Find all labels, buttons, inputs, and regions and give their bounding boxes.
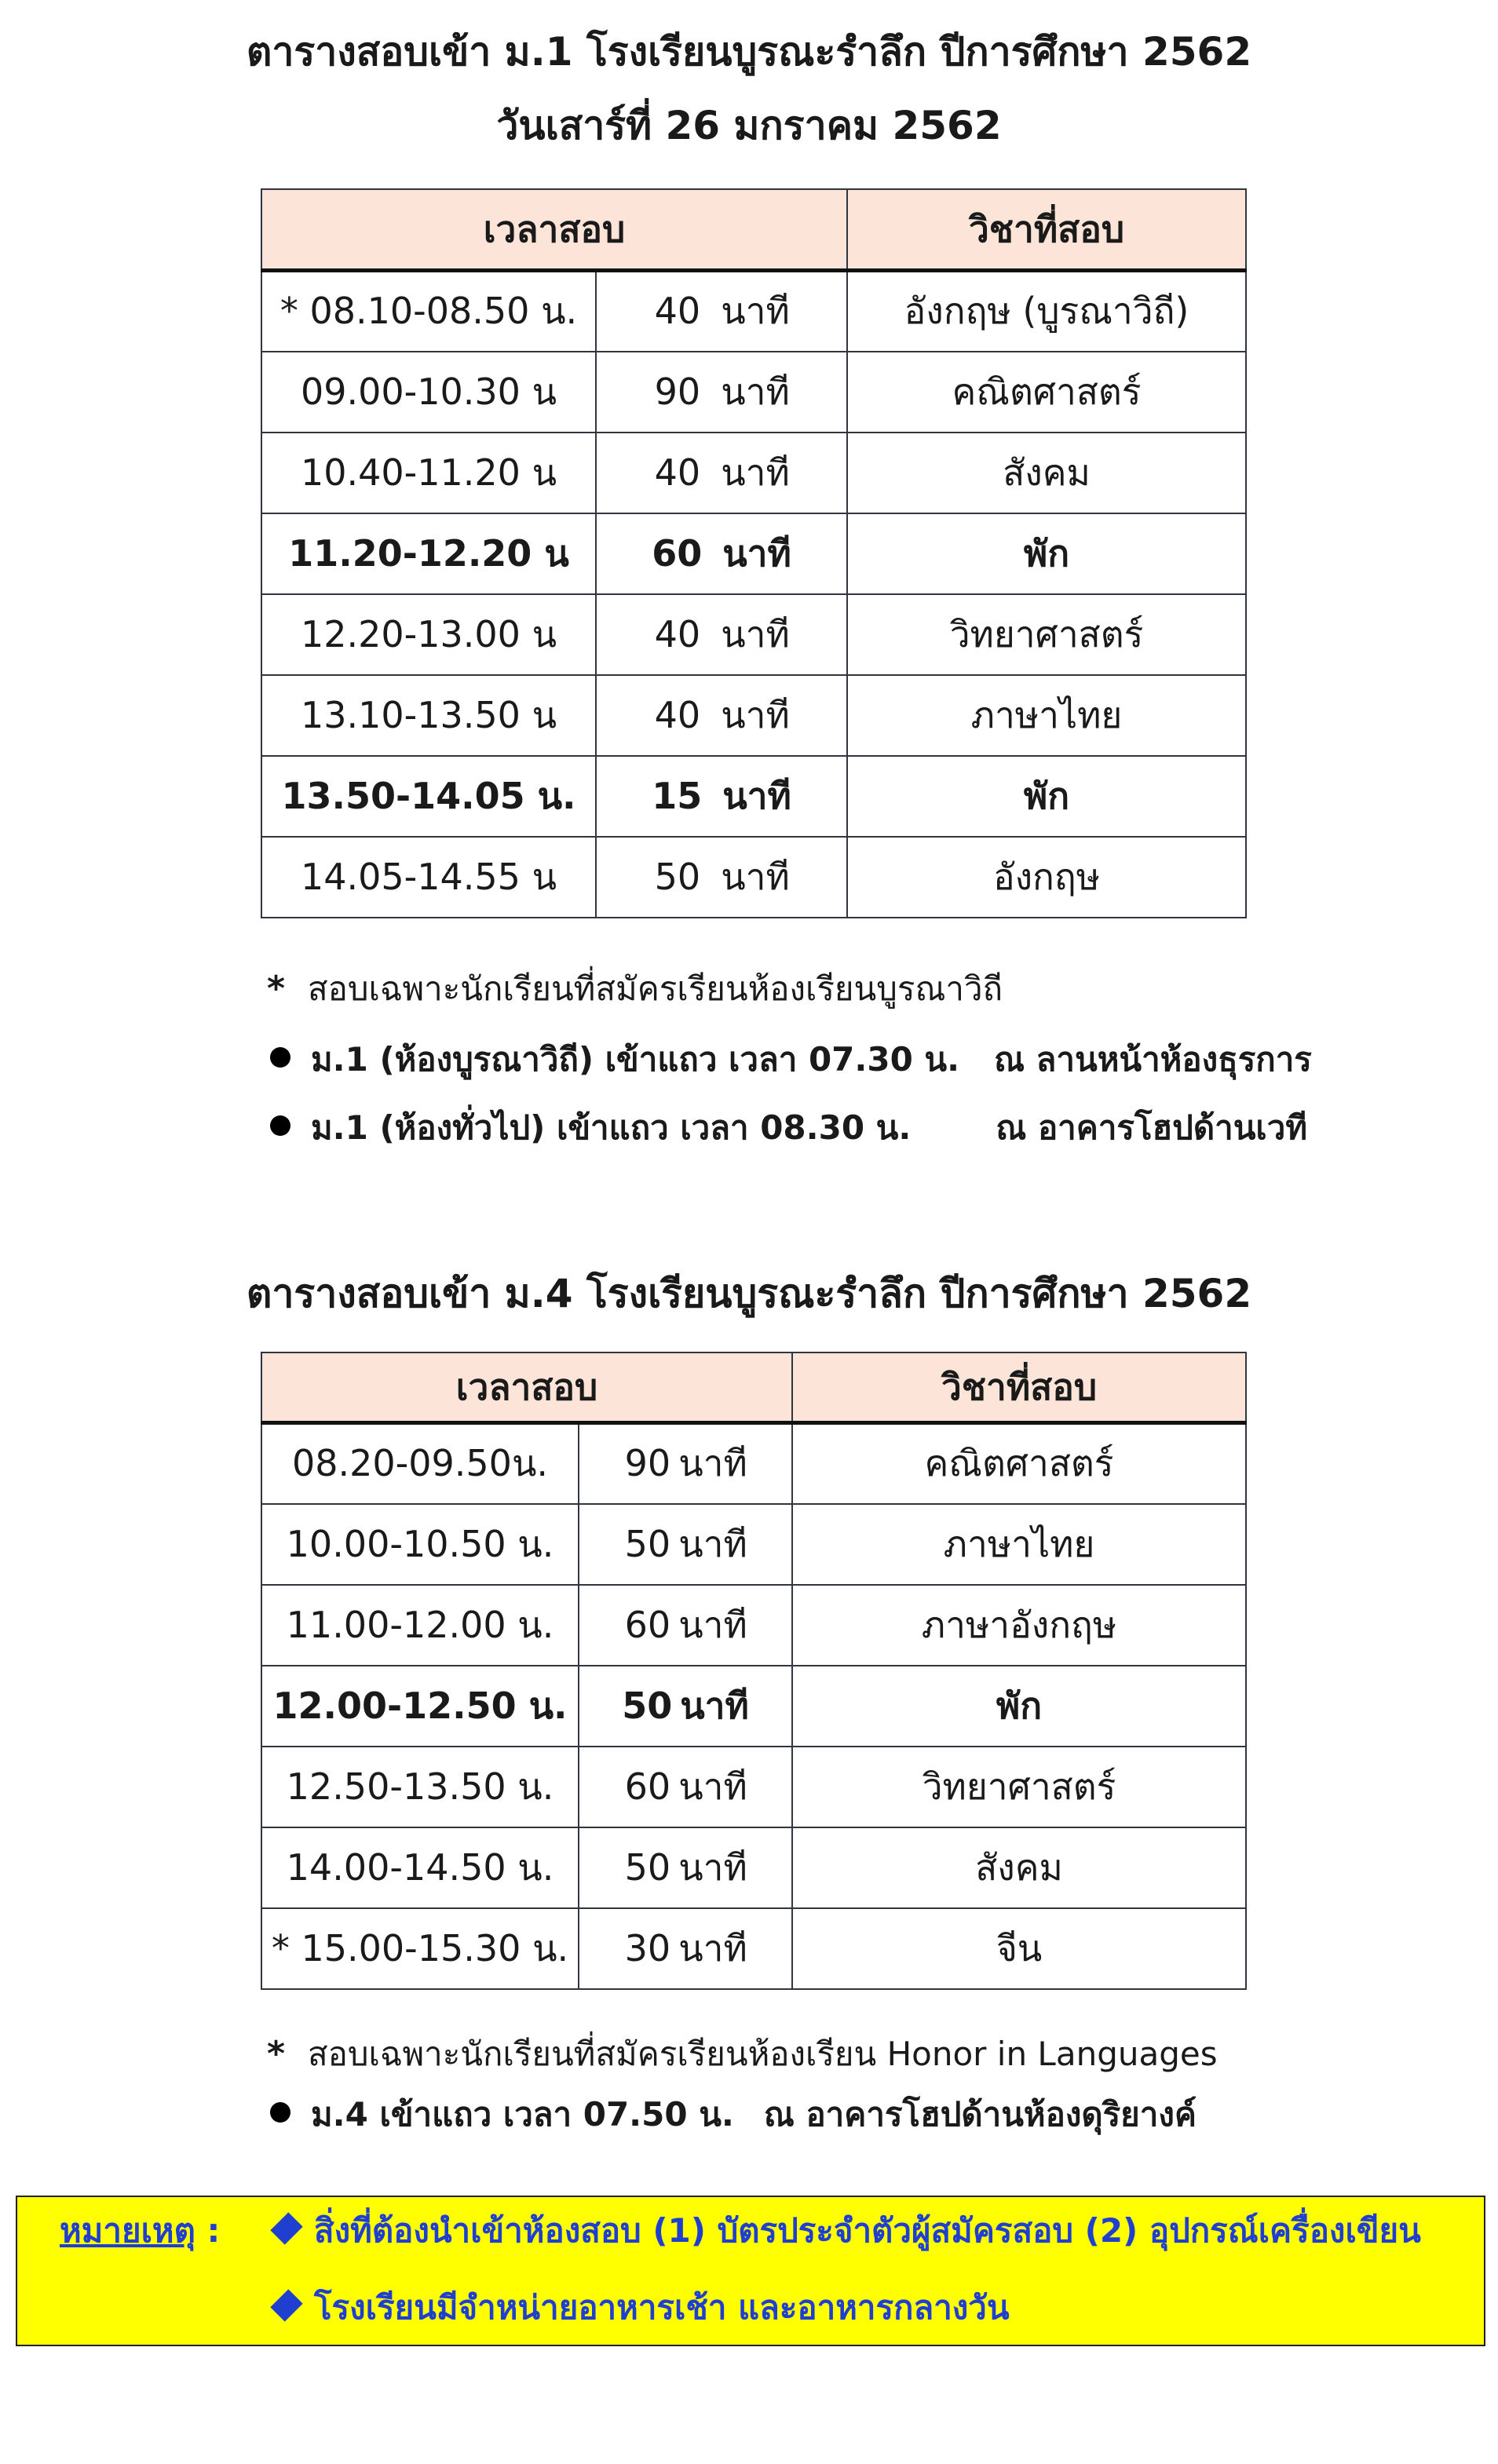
exam-time: 10.40-11.20 น xyxy=(261,433,596,513)
exam-subject: อังกฤษ xyxy=(847,837,1246,918)
duration-minutes: 90 xyxy=(654,370,701,413)
exam-time: * 08.10-08.50 น. xyxy=(261,271,596,352)
duration-unit: นาที xyxy=(678,1442,747,1485)
schedule-row xyxy=(261,1908,1246,1989)
asterisk-icon: * xyxy=(267,2034,286,2074)
remark-item-2-text: โรงเรียนมีจำหน่ายอาหารเช้า และอาหารกลางวัน xyxy=(314,2288,1010,2327)
m1-header-time: เวลาสอบ xyxy=(261,189,847,271)
duration-unit: นาที xyxy=(721,855,790,898)
exam-subject: ภาษาอังกฤษ xyxy=(792,1585,1246,1666)
exam-subject: พัก xyxy=(847,756,1246,837)
m4-header-subject: วิชาที่สอบ xyxy=(792,1352,1246,1423)
duration-minutes: 15 xyxy=(652,774,703,817)
bullet-icon xyxy=(270,1115,290,1136)
exam-subject: คณิตศาสตร์ xyxy=(792,1423,1246,1504)
duration-minutes: 50 xyxy=(654,855,701,898)
exam-duration xyxy=(596,513,847,594)
remark-item-2 xyxy=(269,2287,1010,2329)
duration-unit: นาที xyxy=(678,1845,747,1889)
m4-schedule-table xyxy=(261,1352,1247,1990)
exam-time: 10.00-10.50 น. xyxy=(261,1504,579,1585)
exam-duration xyxy=(596,433,847,513)
m1-bullet-general xyxy=(270,1107,1307,1149)
schedule-row xyxy=(261,1585,1246,1666)
exam-duration xyxy=(579,1504,792,1585)
duration-minutes: 40 xyxy=(654,612,701,655)
m1-header-subject: วิชาที่สอบ xyxy=(847,189,1246,271)
duration-unit: นาที xyxy=(721,612,790,655)
exam-subject: จีน xyxy=(792,1908,1246,1989)
duration-minutes: 40 xyxy=(654,451,701,494)
remark-colon: : xyxy=(206,2211,221,2250)
asterisk-icon: * xyxy=(267,969,286,1009)
remark-item-1 xyxy=(269,2210,1421,2252)
remark-label-text: หมายเหตุ xyxy=(60,2211,195,2250)
schedule-row xyxy=(261,675,1246,756)
exam-time: 11.20-12.20 น xyxy=(261,513,596,594)
exam-time: 09.00-10.30 น xyxy=(261,352,596,433)
schedule-row xyxy=(261,1423,1246,1504)
exam-subject: ภาษาไทย xyxy=(792,1504,1246,1585)
exam-subject: สังคม xyxy=(792,1827,1246,1908)
exam-duration xyxy=(596,675,847,756)
duration-unit: นาที xyxy=(721,693,790,736)
exam-duration xyxy=(579,1423,792,1504)
exam-subject: วิทยาศาสตร์ xyxy=(792,1747,1246,1827)
m1-title-line1: ตารางสอบเข้า ม.1 โรงเรียนบูรณะรำลึก ปีการศึกษา 2562 xyxy=(246,29,1252,75)
schedule-row xyxy=(261,1827,1246,1908)
duration-unit: นาที xyxy=(678,1765,747,1808)
duration-minutes: 30 xyxy=(624,1926,671,1969)
exam-duration xyxy=(596,271,847,352)
m4-bullet-assembly xyxy=(270,2093,1197,2136)
m1-footnote-text: สอบเฉพาะนักเรียนที่สมัครเรียนห้องเรียนบูรณาวิถี xyxy=(308,969,1003,1008)
m1-schedule-table xyxy=(261,188,1247,918)
duration-minutes: 40 xyxy=(654,290,701,333)
m4-header-time: เวลาสอบ xyxy=(261,1352,792,1423)
schedule-row xyxy=(261,756,1246,837)
duration-minutes: 60 xyxy=(624,1765,671,1808)
duration-minutes: 60 xyxy=(624,1603,671,1646)
m1-footnote xyxy=(267,968,1003,1010)
exam-time: 11.00-12.00 น. xyxy=(261,1585,579,1666)
duration-unit: นาที xyxy=(678,1603,747,1646)
exam-subject: วิทยาศาสตร์ xyxy=(847,594,1246,675)
schedule-row xyxy=(261,1666,1246,1747)
exam-time: * 15.00-15.30 น. xyxy=(261,1908,579,1989)
exam-subject: คณิตศาสตร์ xyxy=(847,352,1246,433)
m4-footnote xyxy=(267,2033,1218,2075)
duration-unit: นาที xyxy=(678,1522,747,1565)
exam-subject: พัก xyxy=(847,513,1246,594)
duration-unit: นาที xyxy=(721,370,790,413)
duration-unit: นาที xyxy=(721,290,790,333)
exam-time: 12.20-13.00 น xyxy=(261,594,596,675)
exam-subject: อังกฤษ (บูรณาวิถี) xyxy=(847,271,1246,352)
schedule-row xyxy=(261,837,1246,918)
exam-time: 08.20-09.50น. xyxy=(261,1423,579,1504)
schedule-row xyxy=(261,433,1246,513)
exam-duration xyxy=(579,1908,792,1989)
schedule-row xyxy=(261,594,1246,675)
m4-bullet-assembly-time: ม.4 เข้าแถว เวลา 07.50 น. xyxy=(311,2095,734,2134)
exam-time: 13.50-14.05 น. xyxy=(261,756,596,837)
bullet-icon xyxy=(270,1047,290,1068)
m1-bullet-gifted-time: ม.1 (ห้องบูรณาวิถี) เข้าแถว เวลา 07.30 น. xyxy=(311,1040,960,1079)
exam-duration xyxy=(579,1666,792,1747)
m4-bullet-assembly-place: ณ อาคารโฮปด้านห้องดุริยางค์ xyxy=(763,2095,1197,2134)
exam-duration xyxy=(596,837,847,918)
duration-unit: นาที xyxy=(722,774,791,817)
exam-subject: สังคม xyxy=(847,433,1246,513)
duration-unit: นาที xyxy=(722,531,791,575)
remark-item-1-text: สิ่งที่ต้องนำเข้าห้องสอบ (1) บัตรประจำตัวผู้สมัครสอบ (2) อุปกรณ์เครื่องเขียน xyxy=(314,2211,1421,2250)
diamond-bullet-icon xyxy=(270,2289,302,2321)
m1-title-line2: วันเสาร์ที่ 26 มกราคม 2562 xyxy=(496,103,1002,148)
schedule-row xyxy=(261,1504,1246,1585)
duration-minutes: 50 xyxy=(622,1684,673,1727)
exam-subject: ภาษาไทย xyxy=(847,675,1246,756)
exam-duration xyxy=(596,352,847,433)
exam-time: 12.50-13.50 น. xyxy=(261,1747,579,1827)
duration-unit: นาที xyxy=(678,1926,747,1969)
schedule-row xyxy=(261,271,1246,352)
m1-bullet-gifted-place: ณ ลานหน้าห้องธุรการ xyxy=(994,1040,1312,1079)
exam-time: 14.05-14.55 น xyxy=(261,837,596,918)
exam-time: 12.00-12.50 น. xyxy=(261,1666,579,1747)
exam-time: 13.10-13.50 น xyxy=(261,675,596,756)
duration-unit: นาที xyxy=(721,451,790,494)
exam-time: 14.00-14.50 น. xyxy=(261,1827,579,1908)
duration-minutes: 60 xyxy=(652,531,703,575)
schedule-row xyxy=(261,513,1246,594)
exam-duration xyxy=(579,1585,792,1666)
remark-label xyxy=(60,2210,220,2252)
m1-bullet-general-time: ม.1 (ห้องทั่วไป) เข้าแถว เวลา 08.30 น. xyxy=(311,1108,912,1147)
m4-title: ตารางสอบเข้า ม.4 โรงเรียนบูรณะรำลึก ปีการศึกษา 2562 xyxy=(246,1271,1252,1316)
remark-box xyxy=(16,2196,1485,2346)
duration-minutes: 50 xyxy=(624,1845,671,1889)
exam-duration xyxy=(579,1747,792,1827)
bullet-icon xyxy=(270,2102,290,2123)
duration-minutes: 50 xyxy=(624,1522,671,1565)
duration-minutes: 90 xyxy=(624,1442,671,1485)
exam-duration xyxy=(596,756,847,837)
m4-footnote-text: สอบเฉพาะนักเรียนที่สมัครเรียนห้องเรียน Honor in Languages xyxy=(308,2035,1218,2073)
diamond-bullet-icon xyxy=(270,2212,302,2244)
schedule-row xyxy=(261,1747,1246,1827)
exam-subject: พัก xyxy=(792,1666,1246,1747)
duration-unit: นาที xyxy=(680,1684,749,1727)
duration-minutes: 40 xyxy=(654,693,701,736)
exam-duration xyxy=(596,594,847,675)
schedule-row xyxy=(261,352,1246,433)
exam-duration xyxy=(579,1827,792,1908)
m1-bullet-gifted xyxy=(270,1039,1312,1081)
m1-bullet-general-place: ณ อาคารโฮปด้านเวที xyxy=(996,1108,1308,1147)
